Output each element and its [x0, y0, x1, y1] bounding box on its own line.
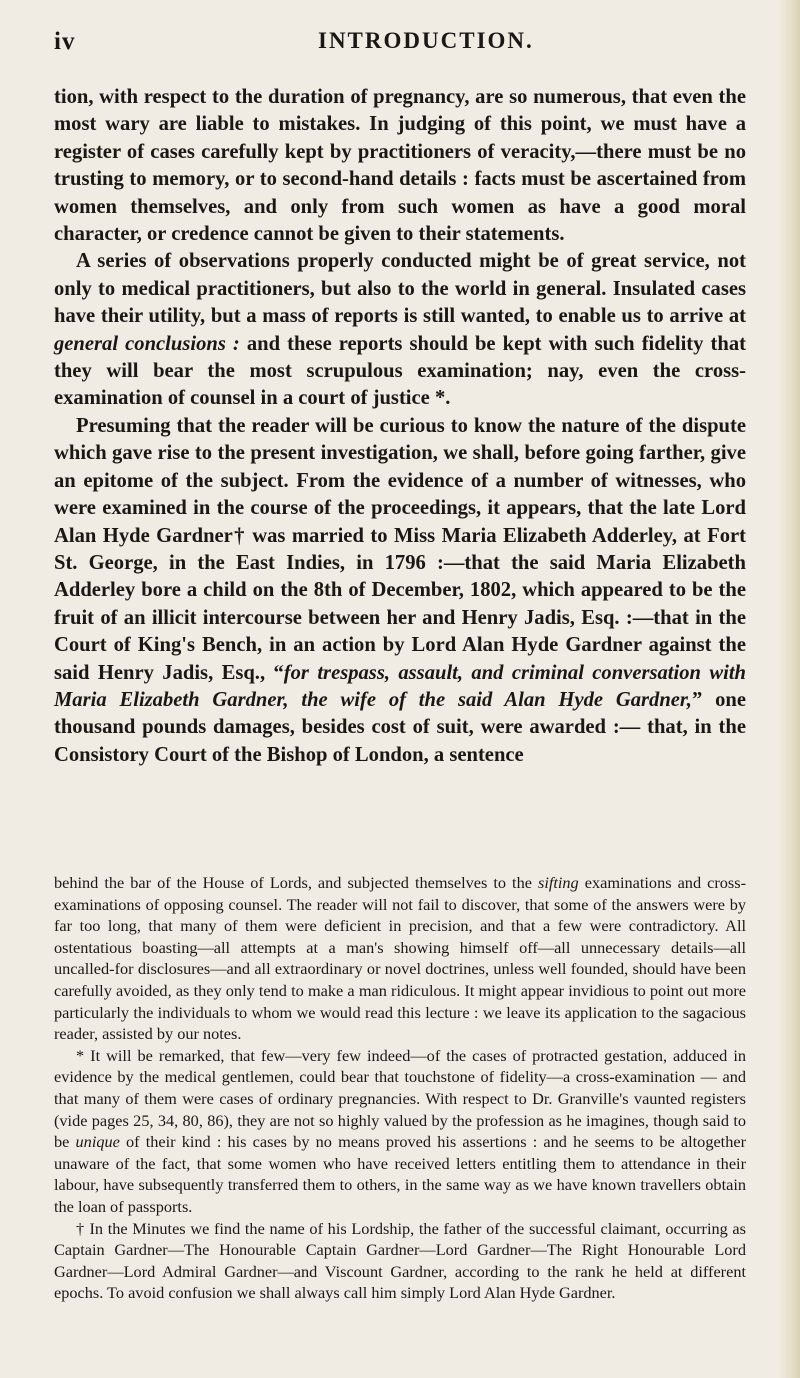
page-number: iv [54, 28, 76, 55]
page-edge-shadow [778, 0, 800, 1378]
footnotes [54, 872, 746, 1304]
running-head: INTRODUCTION. [318, 28, 534, 53]
page-header [54, 28, 744, 64]
text-run: A series of observations properly conducted might be of great service, not only to medical practitioners, but also to the world in general. Insulated cases have their utility, but a mass of reports is still wanted, to enable us to arrive at [54, 250, 746, 328]
footnote-dagger: † In the Minutes we find the name of his Lordship, the father of the successful claimant, occurring as Captain Gardner—The Honourable Captain Gardner—Lord Gardner—The Right Honourable Lord Gardner—Lord Admiral Gardner—and Viscount Gardner, according to the rank he held at different epochs. To avoid confusion we shall always call him simply Lord Alan Hyde Gardner. [54, 1218, 746, 1303]
text-run: * It will be remarked, that few—very few indeed—of the cases of protracted gestation, adduced in evidence by the medical gentlemen, could bear that touchstone of fidelity—a cross-examination — and that many of them were cases of ordinary pregnancies. With respect to Dr. Granville's vaunted registers (vide pages 25, 34, 80, 86), they are not so highly valued by the profession as he imagines, though said to be [54, 1045, 746, 1152]
text-run: of their kind : his cases by no means proved his assertions : and he seems to be altogether unaware of the fact, that some women who have received letters entitling them to attendance in their labour, have subsequently transferred them to others, in the same way as we have known travellers obtain the loan of passports. [54, 1132, 746, 1216]
main-text [54, 84, 746, 769]
italic-word: sifting [537, 873, 579, 892]
text-run: and these reports should be kept with such fidelity that they will bear the most scrupulous examination; nay, even the cross-examination of counsel in a court of justice *. [54, 332, 746, 410]
text-run: behind the bar of the House of Lords, and subjected themselves to the [54, 873, 538, 892]
footnote-continuation [54, 872, 746, 1045]
italic-phrase: general conclusions : [54, 332, 240, 355]
paragraph-observations [54, 248, 746, 412]
paragraph-continuation: tion, with respect to the duration of pregnancy, are so numerous, that even the most wary are liable to mistakes. In judging of this point, we must have a register of cases carefully kept by practitioners of veracity,—there must be no trusting to memory, or to second-hand details : facts must be ascertained from women themselves, and only from such women as have a good moral character, or credence cannot be given to their statements. [54, 86, 746, 246]
italic-phrase: for trespass, assault, and criminal conversation with Maria Elizabeth Gardner, the wife of the said Alan Hyde Gardner, [54, 661, 746, 711]
text-run: ” one thousand pounds damages, besides cost of suit, were awarded :— that, in the Consistory Court of the Bishop of London, a sentence [54, 688, 746, 766]
italic-word: unique [75, 1132, 120, 1152]
text-run: Presuming that the reader will be curious to know the nature of the dispute which gave rise to the present investigation, we shall, before going farther, give an epitome of the subject. From the evidence of a number of witnesses, who were examined in the course of the proceedings, it appears, that the late Lord Alan Hyde Gardner† was married to Miss Maria Elizabeth Adderley, at Fort St. George, in the East Indies, in 1796 :—that the said Maria Elizabeth Adderley bore a child on the 8th of December, 1802, which appeared to be the fruit of an illicit intercourse between her and Henry Jadis, Esq. :—that in the Court of King's Bench, in an action by Lord Alan Hyde Gardner against the said Henry Jadis, Esq., “ [54, 414, 746, 684]
text-run: examinations and cross-examinations of opposing counsel. The reader will not fail to discover, that some of the answers were by far too long, that many of them were deficient in precision, and that a few were contradictory. All ostentatious boasting—all attempts at a man's showing himself off—all unnecessary details—all uncalled-for disclosures—and all extraordinary or novel doctrines, unless well founded, should have been carefully avoided, as they only tend to make a man ridiculous. It might appear invidious to point out more particularly the individuals to whom we would read this lecture : we leave its application to the sagacious reader, assisted by our notes. [54, 873, 747, 1044]
paragraph-dispute [54, 413, 746, 769]
footnote-star [54, 1045, 746, 1218]
